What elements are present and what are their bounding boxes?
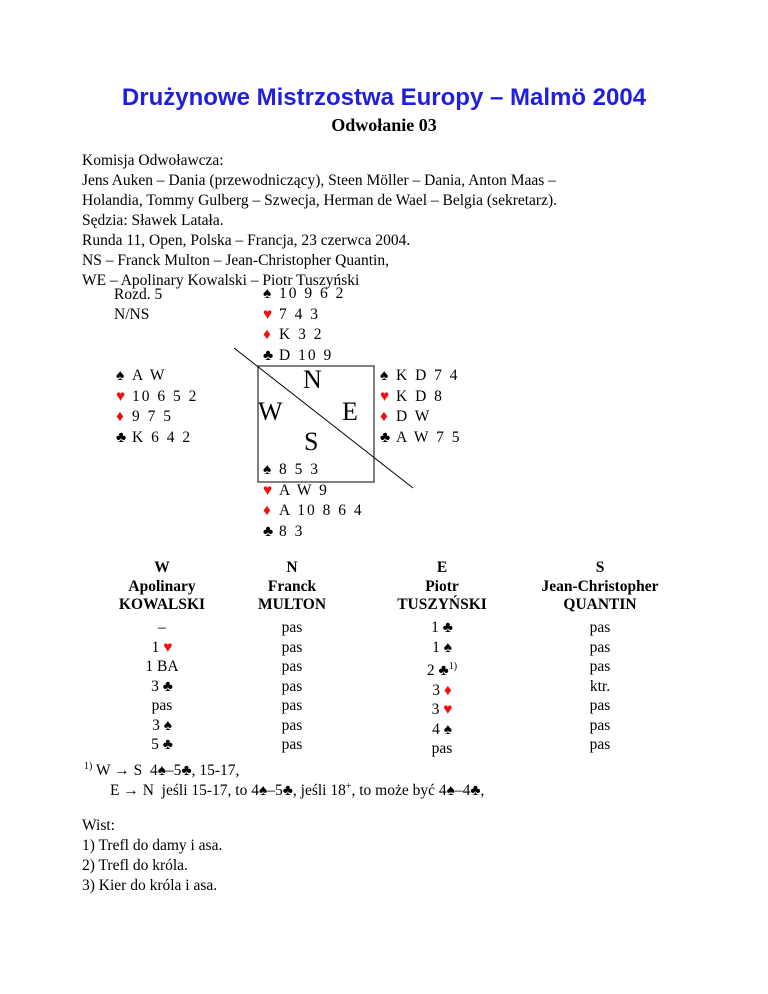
compass-diagram: [220, 340, 420, 490]
bids-east: [362, 618, 522, 759]
club-icon: ♣: [442, 619, 453, 636]
north-clubs: ♣ D 10 9: [263, 346, 345, 367]
dealer-vulnerability: N/NS: [114, 306, 150, 323]
bid: pas: [281, 697, 303, 714]
heart-icon: ♥: [163, 638, 173, 656]
footnote-marker: 1): [84, 761, 93, 772]
bid: 3 ♠: [152, 716, 172, 734]
south-hearts: ♥ A W 9: [263, 481, 364, 502]
bid: pas: [281, 619, 303, 636]
east-spades: ♠ K D 7 4: [380, 366, 462, 387]
compass-east: E: [342, 397, 358, 426]
compass-west: W: [258, 397, 283, 426]
heart-icon: ♥: [380, 387, 390, 405]
west-hearts: ♥ 10 6 5 2: [116, 387, 198, 408]
bids-north: [212, 618, 372, 755]
footnote-marker: 1): [448, 661, 458, 672]
heart-icon: ♥: [263, 481, 273, 499]
footnote-line-1: $^{1)}$ W → S 4♠–5♣, 15-17,: [84, 761, 240, 780]
bid: 3 ♦: [432, 681, 452, 699]
appeal-info: [82, 151, 692, 291]
east-diamonds: ♦ D W: [380, 407, 462, 428]
info-line: Jens Auken – Dania (przewodniczący), Steen Möller – Dania, Anton Maas –: [82, 172, 556, 189]
lead-item: 2) Trefl do króla.: [82, 857, 188, 874]
diamond-icon: ♦: [263, 326, 271, 343]
lead-section: [82, 816, 222, 896]
arrow-icon: →: [114, 762, 130, 780]
bid: pas: [281, 677, 303, 695]
north-hearts: ♥ 7 4 3: [263, 305, 345, 326]
spade-icon: ♠: [157, 762, 166, 780]
bid: ktr.: [589, 677, 611, 695]
bid: pas: [281, 716, 303, 734]
club-icon: ♣: [282, 782, 293, 800]
board-number: Rozd. 5: [114, 286, 163, 303]
bid-header-north: N Franck MULTON: [257, 559, 327, 613]
bid: pas: [589, 658, 611, 675]
diamond-icon: ♦: [380, 408, 388, 425]
club-icon: ♣: [438, 662, 449, 680]
bid-header-west: W Apolinary KOWALSKI: [118, 559, 206, 613]
club-icon: ♣: [263, 346, 274, 364]
spade-icon: ♠: [263, 285, 272, 302]
compass-north: N: [303, 365, 322, 394]
info-line: Holandia, Tommy Gulberg – Szwecja, Herman de Wael – Belgia (sekretarz).: [82, 192, 557, 209]
east-hearts: ♥ K D 8: [380, 387, 462, 408]
north-spades: ♠ 10 9 6 2: [263, 284, 345, 305]
arrow-icon: →: [123, 782, 139, 800]
footnote-line-2: E → N jeśli 15-17, to 4♠–5♣, jeśli 18+, to może być 4♠–4♣,: [110, 781, 485, 800]
heart-icon: ♥: [443, 701, 453, 719]
lead-item: 3) Kier do króla i asa.: [82, 877, 218, 894]
bid: pas: [589, 619, 611, 636]
bid: 1 BA: [145, 658, 179, 675]
bid: pas: [589, 697, 611, 714]
bid: 4 ♠: [432, 720, 452, 738]
info-line: WE – Apolinary Kowalski – Piotr Tuszyński: [82, 272, 360, 289]
south-diamonds: ♦ A 10 8 6 4: [263, 501, 364, 522]
lead-heading: Wist:: [82, 817, 115, 834]
spade-icon: ♠: [116, 367, 125, 384]
club-icon: ♣: [162, 677, 173, 695]
heart-icon: ♥: [263, 305, 273, 323]
bid-header-south: S Jean-Christopher QUANTIN: [541, 559, 659, 613]
bid: pas: [151, 697, 173, 714]
diamond-icon: ♦: [443, 681, 452, 699]
bid: pas: [281, 736, 303, 753]
info-line: Runda 11, Open, Polska – Francja, 23 czerwca 2004.: [82, 232, 411, 249]
west-spades: ♠ A W: [116, 366, 198, 387]
page-title: Drużynowe Mistrzostwa Europy – Malmö 2004: [121, 84, 647, 111]
info-line: NS – Franck Multon – Jean-Christopher Quantin,: [82, 252, 389, 269]
info-line: Sędzia: Sławek Latała.: [82, 212, 224, 229]
club-icon: ♣: [181, 762, 192, 780]
club-icon: ♣: [470, 782, 481, 800]
south-clubs: ♣ 8 3: [263, 522, 364, 543]
west-hand: [116, 366, 198, 448]
bid: 5 ♣: [151, 736, 173, 753]
diamond-icon: ♦: [263, 502, 271, 519]
west-diamonds: ♦ 9 7 5: [116, 407, 198, 428]
bid: –: [158, 619, 166, 636]
club-icon: ♣: [263, 522, 274, 540]
east-clubs: ♣ A W 7 5: [380, 428, 462, 449]
bid: 3 ♥: [431, 701, 453, 719]
bid: 1 ♥: [151, 638, 173, 656]
north-diamonds: ♦ K 3 2: [263, 325, 345, 346]
spade-icon: ♠: [380, 367, 389, 384]
compass-south: S: [304, 427, 319, 456]
spade-icon: ♠: [263, 461, 272, 478]
bid: 3 ♣: [151, 677, 173, 695]
bid: pas: [589, 716, 611, 734]
south-spades: ♠ 8 5 3: [263, 460, 364, 481]
bid-header-east: E Piotr TUSZYŃSKI: [397, 559, 487, 613]
spade-icon: ♠: [443, 720, 452, 738]
club-icon: ♣: [116, 428, 127, 446]
appeal-number: Odwołanie 03: [331, 115, 437, 135]
lead-item: 1) Trefl do damy i asa.: [82, 837, 223, 854]
bid: pas: [281, 638, 303, 656]
bid: pas: [281, 658, 303, 675]
bid: pas: [589, 736, 611, 753]
west-clubs: ♣ K 6 4 2: [116, 428, 198, 449]
spade-icon: ♠: [258, 782, 268, 800]
spade-icon: ♠: [163, 716, 172, 734]
bid: 1 ♣: [431, 619, 453, 636]
bid: 2 ♣$^{1)}$: [426, 661, 458, 680]
diamond-icon: ♦: [116, 408, 124, 425]
club-icon: ♣: [380, 428, 391, 446]
spade-icon: ♠: [443, 638, 452, 656]
club-icon: ♣: [162, 736, 173, 753]
bid: pas: [431, 740, 453, 758]
heart-icon: ♥: [116, 387, 126, 405]
info-line: Komisja Odwoławcza:: [82, 152, 224, 169]
bid: 1 ♠: [432, 638, 452, 656]
bids-south: [510, 618, 690, 755]
spade-icon: ♠: [446, 782, 455, 800]
bid: pas: [589, 638, 611, 656]
